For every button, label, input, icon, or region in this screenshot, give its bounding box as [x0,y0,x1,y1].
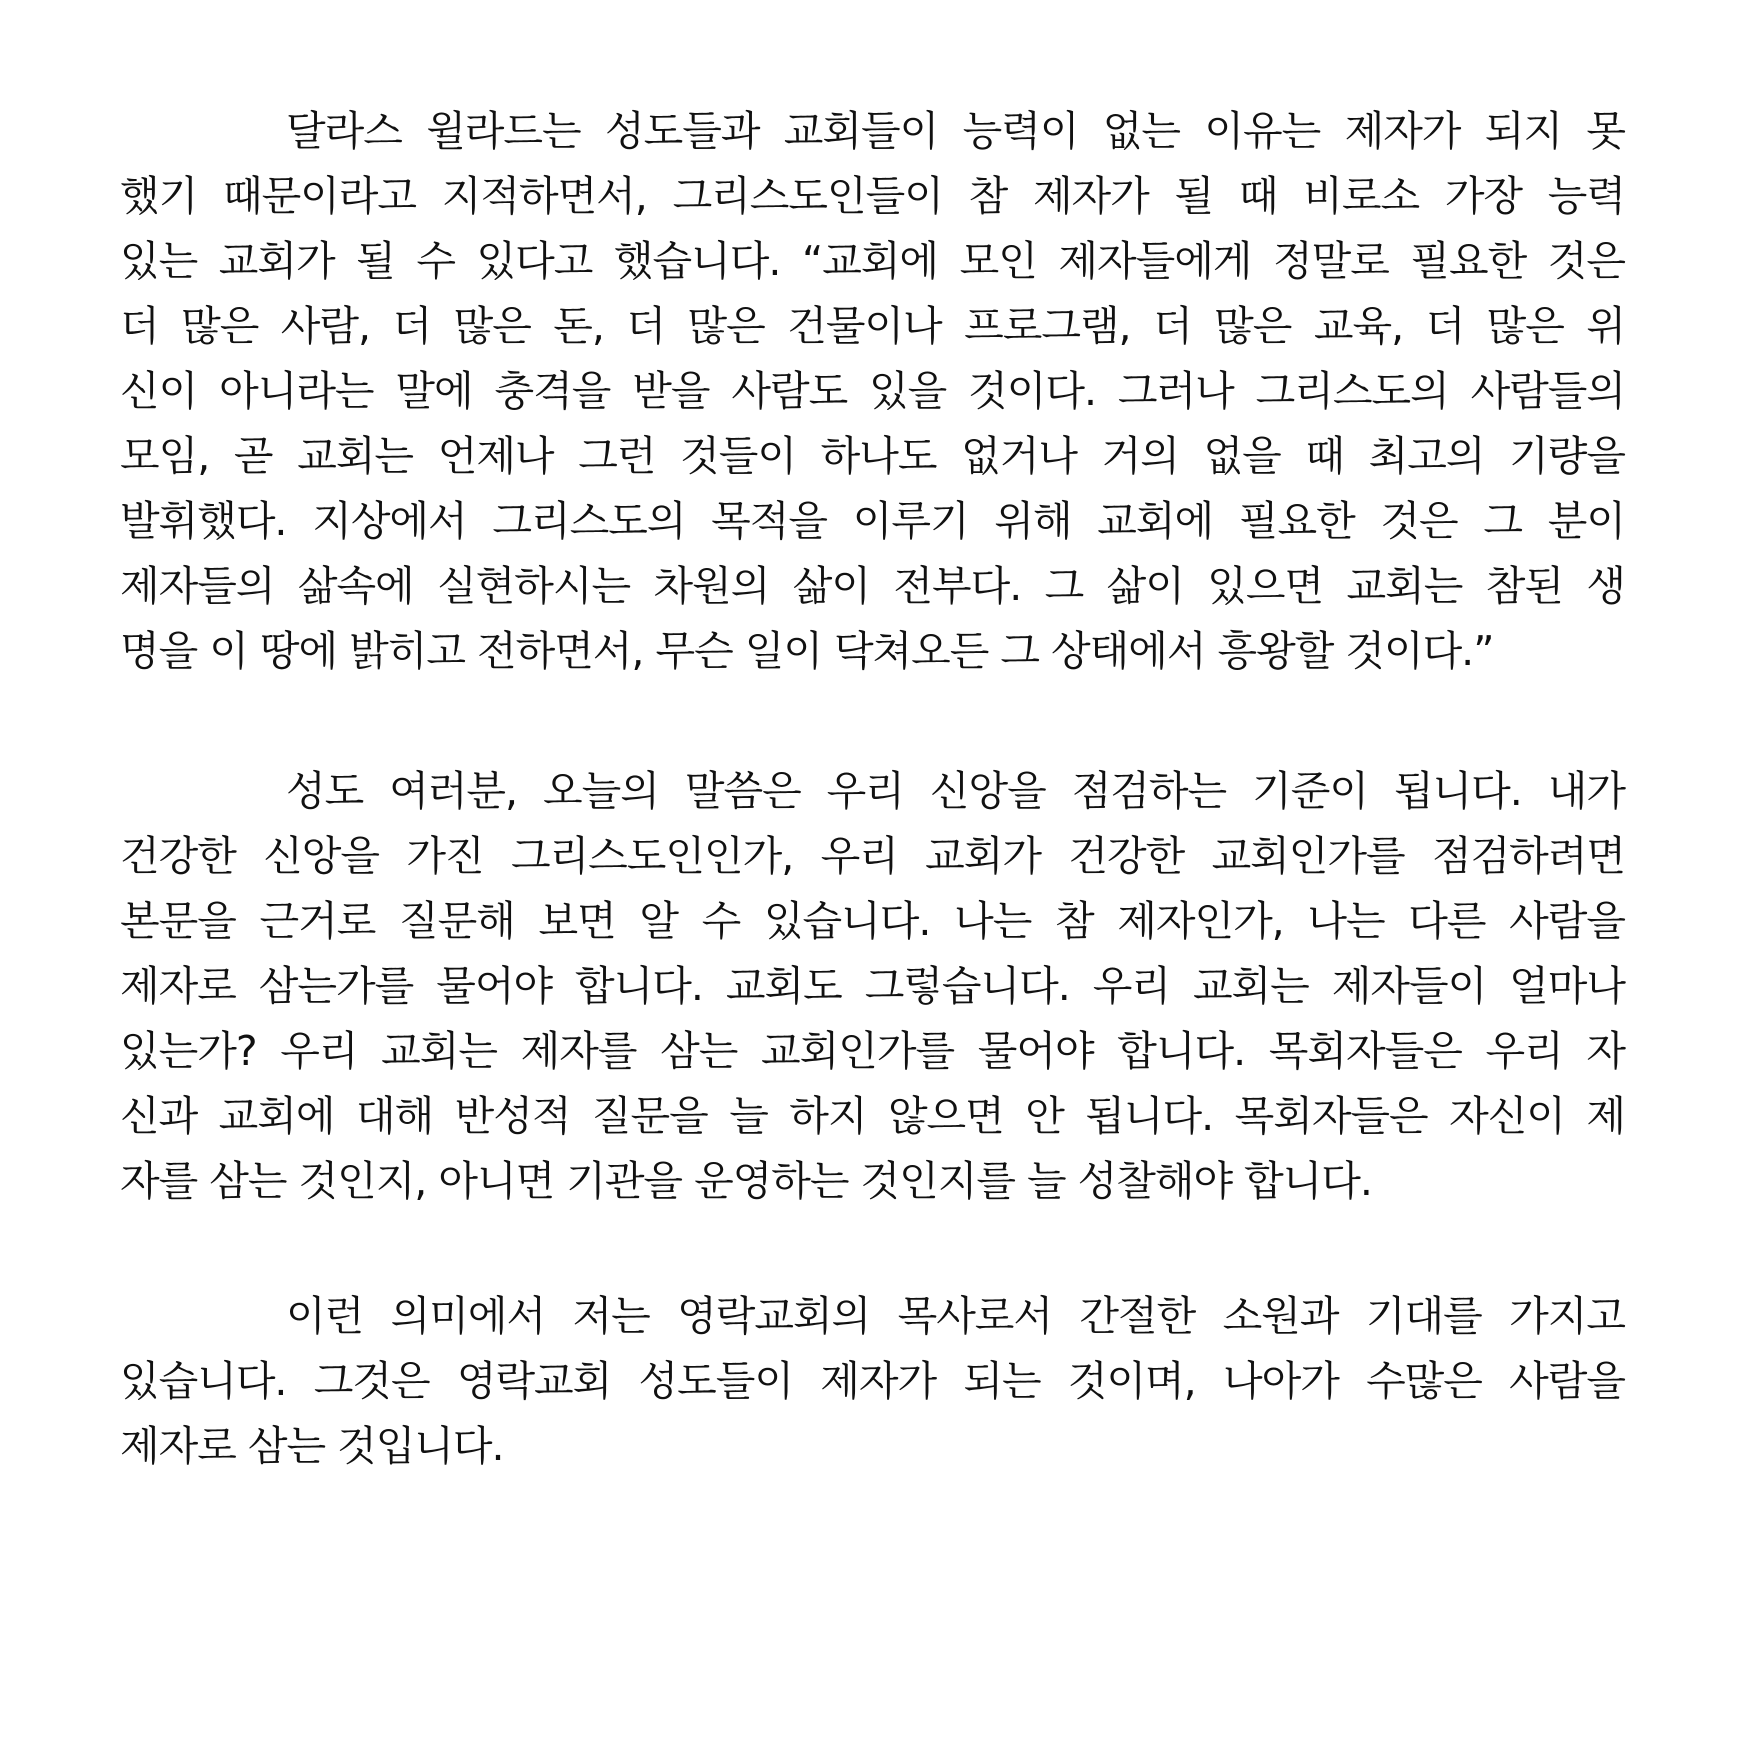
paragraph-3-line-2: 있습니다. 그것은 영락교회 성도들이 제자가 되는 것이며, 나아가 수많은 사람을 [120,1357,1625,1405]
paragraph-2-line-5: 있는가? 우리 교회는 제자를 삼는 교회인가를 물어야 합니다. 목회자들은 우리 자 [120,1027,1625,1075]
paragraph-1-line-1: 달라스 윌라드는 성도들과 교회들이 능력이 없는 이유는 제자가 되지 못 [286,107,1625,155]
paragraph-2-line-4: 제자로 삼는가를 물어야 합니다. 교회도 그렇습니다. 우리 교회는 제자들이 얼마나 [120,962,1625,1010]
paragraph-1-line-3: 있는 교회가 될 수 있다고 했습니다. “교회에 모인 제자들에게 정말로 필요한 것은 [120,237,1625,285]
paragraph-1-line-7: 발휘했다. 지상에서 그리스도의 목적을 이루기 위해 교회에 필요한 것은 그 분이 [120,497,1625,545]
paragraph-1-line-2: 했기 때문이라고 지적하면서, 그리스도인들이 참 제자가 될 때 비로소 가장 능력 [120,172,1625,220]
paragraph-2-line-3: 본문을 근거로 질문해 보면 알 수 있습니다. 나는 참 제자인가, 나는 다른 사람을 [120,897,1625,945]
paragraph-2-line-1: 성도 여러분, 오늘의 말씀은 우리 신앙을 점검하는 기준이 됩니다. 내가 [286,767,1625,815]
paragraph-2-line-7: 자를 삼는 것인지, 아니면 기관을 운영하는 것인지를 늘 성찰해야 합니다. [120,1157,1372,1205]
paragraph-1-line-9: 명을 이 땅에 밝히고 전하면서, 무슨 일이 닥쳐오든 그 상태에서 흥왕할 것이다.” [120,627,1494,675]
paragraph-2-line-2: 건강한 신앙을 가진 그리스도인인가, 우리 교회가 건강한 교회인가를 점검하려면 [120,832,1625,880]
paragraph-1-line-8: 제자들의 삶속에 실현하시는 차원의 삶이 전부다. 그 삶이 있으면 교회는 참된 생 [120,562,1625,610]
paragraph-2-line-6: 신과 교회에 대해 반성적 질문을 늘 하지 않으면 안 됩니다. 목회자들은 자신이 제 [120,1092,1625,1140]
paragraph-1-line-4: 더 많은 사람, 더 많은 돈, 더 많은 건물이나 프로그램, 더 많은 교육, 더 많은 위 [120,302,1625,350]
paragraph-3-line-1: 이런 의미에서 저는 영락교회의 목사로서 간절한 소원과 기대를 가지고 [286,1292,1625,1340]
paragraph-3-line-3: 제자로 삼는 것입니다. [120,1422,504,1470]
paragraph-1-line-6: 모임, 곧 교회는 언제나 그런 것들이 하나도 없거나 거의 없을 때 최고의 기량을 [120,432,1625,480]
paragraph-1-line-5: 신이 아니라는 말에 충격을 받을 사람도 있을 것이다. 그러나 그리스도의 사람들의 [120,367,1625,415]
